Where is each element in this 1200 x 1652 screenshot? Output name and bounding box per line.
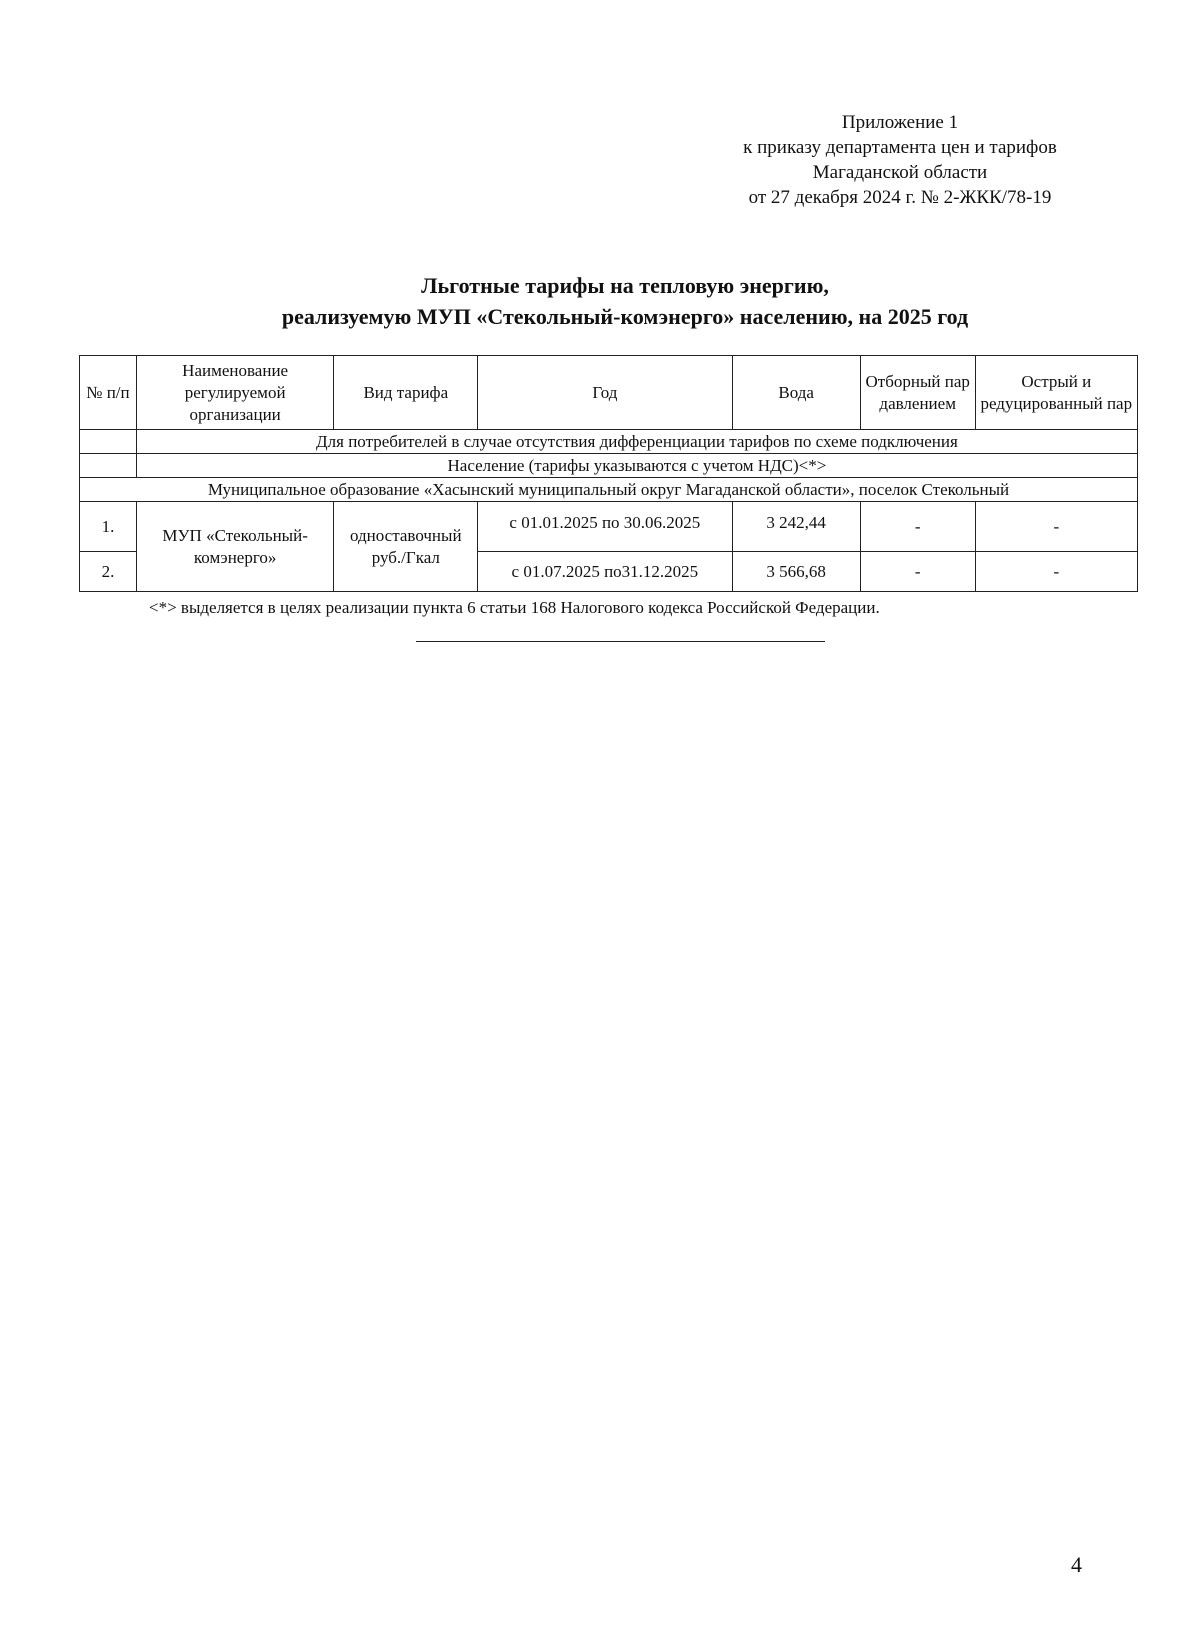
municipality-row [80,478,1138,502]
header-tariff-type: Вид тарифа [334,356,478,430]
group-row-2-num [80,454,137,478]
row-2-water: 3 566,68 [732,552,860,592]
table-header-row [80,356,1138,430]
row-2-steam-selected: - [860,552,975,592]
header-year: Год [478,356,732,430]
header-water: Вода [732,356,860,430]
row-1-steam-selected: - [860,502,975,552]
row-1-period: с 01.01.2025 по 30.06.2025 [478,502,732,552]
row-1-num: 1. [80,502,137,552]
document-title [60,270,1190,332]
group-row-1 [80,430,1138,454]
header-organization: Наименование регулируемой организации [136,356,334,430]
appendix-line-4: от 27 декабря 2024 г. № 2-ЖКК/78-19 [748,187,1052,208]
municipality-label: Муниципальное образование «Хасынский муниципальный округ Магаданской области», поселок Стекольный [80,478,1138,502]
title-line-2: реализуемую МУП «Стекольный-комэнерго» населению, на 2025 год [281,304,969,329]
appendix-line-3: Магаданской области [812,162,988,183]
row-1-water: 3 242,44 [732,502,860,552]
tariff-type-cell: одноставочный руб./Гкал [334,502,478,592]
title-line-1: Льготные тарифы на тепловую энергию, [421,273,829,298]
closing-rule [416,641,825,642]
table-row [80,502,1138,552]
row-2-steam-sharp: - [975,552,1137,592]
row-2-num: 2. [80,552,137,592]
header-steam-selected: Отборный пар давлением [860,356,975,430]
group-row-2-label: Население (тарифы указываются с учетом НДС)<*> [136,454,1137,478]
group-row-2 [80,454,1138,478]
group-row-1-label: Для потребителей в случае отсутствия дифференциации тарифов по схеме подключения [136,430,1137,454]
row-1-steam-sharp: - [975,502,1137,552]
group-row-1-num [80,430,137,454]
footnote: <*> выделяется в целях реализации пункта 6 статьи 168 Налогового кодекса Российской Федерации. [149,598,880,617]
appendix-block [700,110,1100,210]
organization-cell: МУП «Стекольный-комэнерго» [136,502,334,592]
header-num: № п/п [80,356,137,430]
page-number: 4 [1071,1552,1082,1577]
appendix-line-1: Приложение 1 [841,112,959,133]
row-2-period: с 01.07.2025 по31.12.2025 [478,552,732,592]
header-steam-sharp: Острый и редуцированный пар [975,356,1137,430]
tariff-table [79,355,1138,592]
appendix-line-2: к приказу департамента цен и тарифов [743,137,1057,158]
